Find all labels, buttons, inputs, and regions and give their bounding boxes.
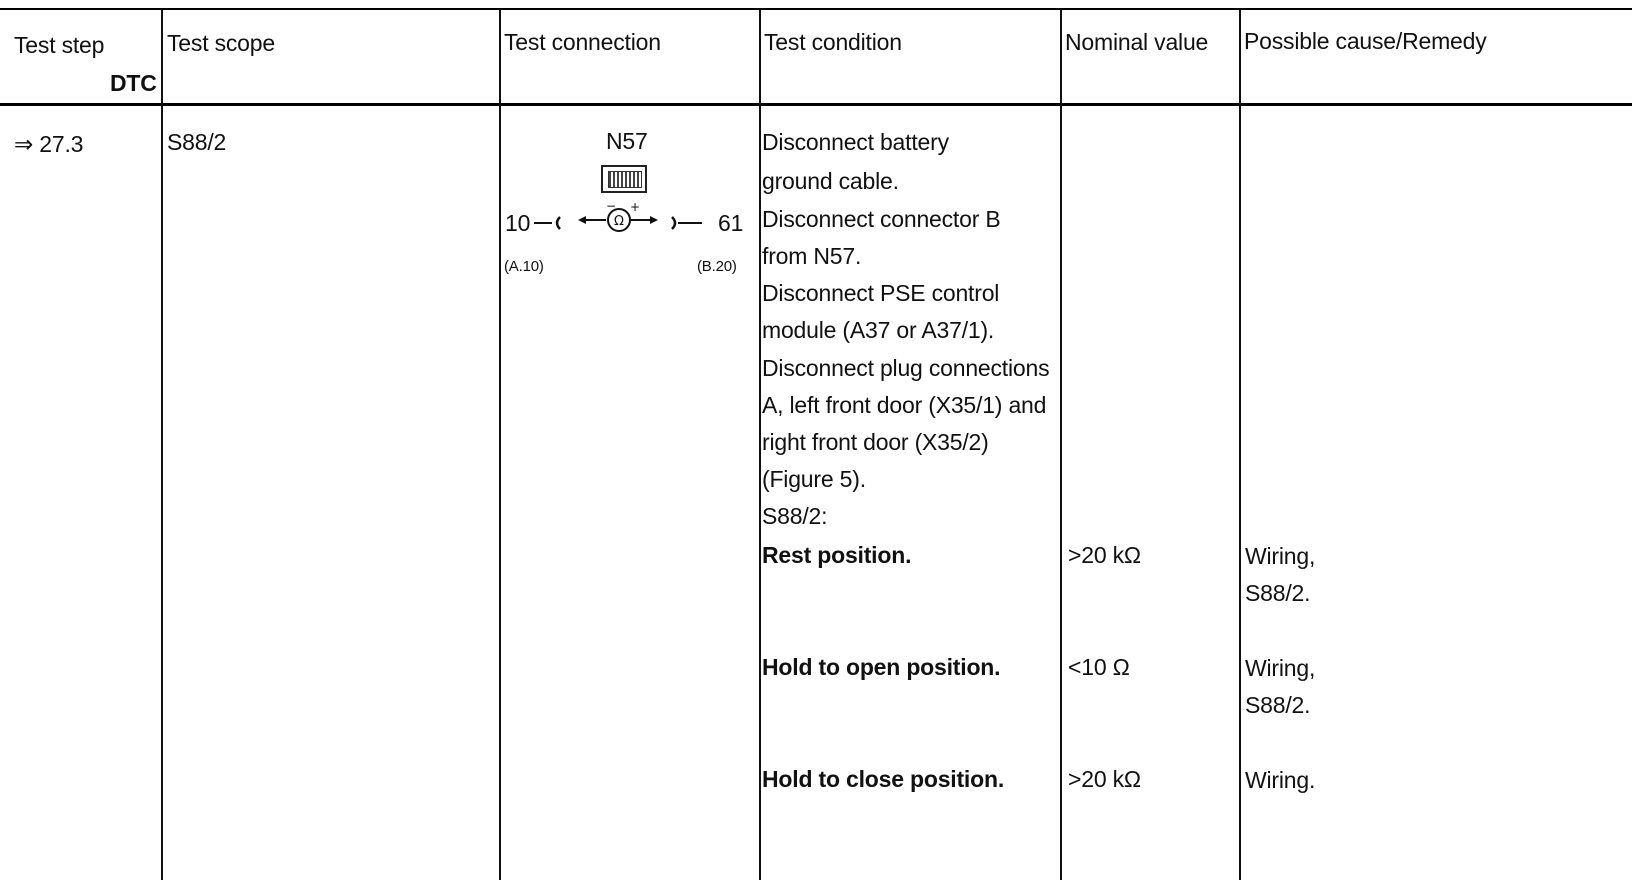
test-scope-value: S88/2 bbox=[167, 129, 227, 155]
svg-text:Ω: Ω bbox=[614, 214, 624, 229]
module-label: N57 bbox=[606, 128, 648, 154]
condition-line-6: module (A37 or A37/1). bbox=[762, 317, 995, 343]
condition-line-11: S88/2: bbox=[762, 503, 828, 529]
condition-line-4: from N57. bbox=[762, 243, 862, 269]
col-divider-4 bbox=[1060, 10, 1062, 880]
svg-text:+: + bbox=[630, 202, 641, 214]
test-step-number: ⇒ 27.3 bbox=[14, 131, 84, 157]
condition-line-7: Disconnect plug connections bbox=[762, 355, 1050, 381]
condition-line-9: right front door (X35/2) bbox=[762, 429, 989, 455]
condition-line-1: Disconnect battery bbox=[762, 129, 949, 155]
header-test-step: Test step bbox=[14, 32, 105, 58]
right-pin-reference: (B.20) bbox=[697, 258, 737, 275]
remedy-line: Wiring, bbox=[1245, 543, 1316, 569]
header-test-condition: Test condition bbox=[764, 29, 902, 55]
col-divider-2 bbox=[499, 10, 501, 880]
header-possible-cause: Possible cause/Remedy bbox=[1244, 28, 1487, 54]
remedy-line: S88/2. bbox=[1245, 692, 1311, 718]
header-nominal-value: Nominal value bbox=[1065, 29, 1209, 55]
remedy-line: Wiring. bbox=[1245, 767, 1316, 793]
left-pin-reference: (A.10) bbox=[504, 258, 544, 275]
nominal-value: >20 kΩ bbox=[1068, 766, 1141, 792]
condition-line-8: A, left front door (X35/1) and bbox=[762, 392, 1047, 418]
condition-line-3: Disconnect connector B bbox=[762, 206, 1001, 232]
condition-line-10: (Figure 5). bbox=[762, 466, 866, 492]
header-dtc: DTC bbox=[110, 70, 157, 96]
header-test-scope: Test scope bbox=[167, 30, 275, 56]
nominal-value: <10 Ω bbox=[1068, 654, 1130, 680]
condition-line-2: ground cable. bbox=[762, 168, 899, 194]
header-test-connection: Test connection bbox=[504, 29, 661, 55]
svg-text:−: − bbox=[606, 202, 617, 213]
right-pin: 61 bbox=[718, 210, 744, 236]
col-divider-5 bbox=[1239, 10, 1241, 880]
ohmmeter-icon bbox=[534, 202, 714, 242]
left-pin: 10 bbox=[505, 210, 531, 236]
check-condition: Rest position. bbox=[762, 542, 912, 568]
col-divider-1 bbox=[161, 10, 163, 880]
condition-line-5: Disconnect PSE control bbox=[762, 280, 1000, 306]
tester-icon bbox=[601, 165, 647, 193]
table-top-rule bbox=[0, 8, 1632, 10]
check-condition: Hold to open position. bbox=[762, 654, 1001, 680]
header-bottom-rule bbox=[0, 103, 1632, 106]
nominal-value: >20 kΩ bbox=[1068, 542, 1141, 568]
remedy-line: S88/2. bbox=[1245, 580, 1311, 606]
check-condition: Hold to close position. bbox=[762, 766, 1005, 792]
remedy-line: Wiring, bbox=[1245, 655, 1316, 681]
col-divider-3 bbox=[759, 10, 761, 880]
